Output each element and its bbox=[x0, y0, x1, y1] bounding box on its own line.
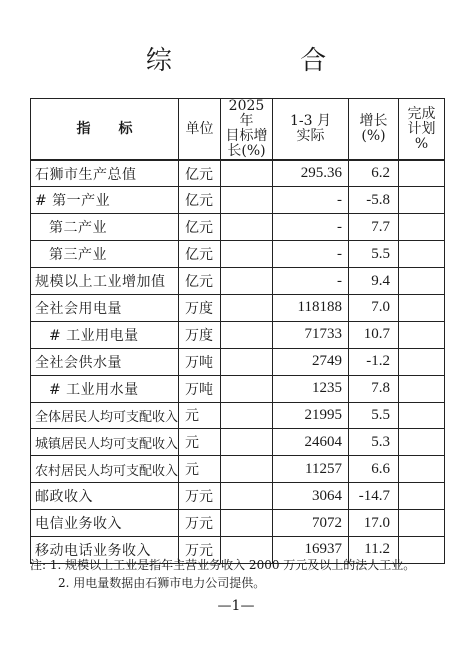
header-growth bbox=[349, 99, 399, 161]
header-indicator: 指标 bbox=[31, 99, 179, 161]
row-name: 邮政收入 bbox=[31, 483, 179, 510]
table-row bbox=[31, 456, 445, 483]
row-growth: -1.2 bbox=[349, 348, 399, 375]
row-actual: 21995 bbox=[273, 402, 349, 429]
row-unit: 亿元 bbox=[179, 187, 221, 214]
table-row bbox=[31, 268, 445, 295]
row-completion bbox=[399, 456, 445, 483]
table-row bbox=[31, 294, 445, 321]
row-completion bbox=[399, 160, 445, 187]
row-target bbox=[221, 214, 273, 241]
row-growth: 7.8 bbox=[349, 375, 399, 402]
row-name: 全体居民人均可支配收入 bbox=[31, 402, 179, 429]
row-unit: 万吨 bbox=[179, 348, 221, 375]
row-actual: - bbox=[273, 214, 349, 241]
row-growth: 11.2 bbox=[349, 536, 399, 563]
row-growth: 5.5 bbox=[349, 241, 399, 268]
header-actual-line2: 实际 bbox=[296, 128, 325, 144]
row-actual: 118188 bbox=[273, 294, 349, 321]
row-growth: 7.0 bbox=[349, 294, 399, 321]
row-growth: 17.0 bbox=[349, 510, 399, 537]
row-growth: 10.7 bbox=[349, 321, 399, 348]
header-completion-line3: % bbox=[414, 135, 429, 152]
row-actual: - bbox=[273, 241, 349, 268]
row-target bbox=[221, 241, 273, 268]
row-growth: -5.8 bbox=[349, 187, 399, 214]
row-target bbox=[221, 402, 273, 429]
row-name: 全社会用电量 bbox=[31, 294, 179, 321]
table-row bbox=[31, 348, 445, 375]
row-unit: 万元 bbox=[179, 483, 221, 510]
row-completion bbox=[399, 294, 445, 321]
row-completion bbox=[399, 187, 445, 214]
row-name: # 第一产业 bbox=[31, 187, 179, 214]
row-name: # 工业用水量 bbox=[31, 375, 179, 402]
row-completion bbox=[399, 483, 445, 510]
row-actual: - bbox=[273, 268, 349, 295]
header-target bbox=[221, 99, 273, 161]
row-growth: 7.7 bbox=[349, 214, 399, 241]
row-growth: -14.7 bbox=[349, 483, 399, 510]
row-unit: 万元 bbox=[179, 510, 221, 537]
row-actual: 295.36 bbox=[273, 160, 349, 187]
table-header-row bbox=[31, 99, 445, 161]
row-name: 城镇居民人均可支配收入 bbox=[31, 429, 179, 456]
row-completion bbox=[399, 321, 445, 348]
row-unit: 亿元 bbox=[179, 214, 221, 241]
table-notes bbox=[30, 556, 415, 592]
row-target bbox=[221, 429, 273, 456]
table-row bbox=[31, 429, 445, 456]
table-row bbox=[31, 160, 445, 187]
table-row bbox=[31, 402, 445, 429]
page-title: 综 合 bbox=[145, 46, 387, 76]
row-unit: 万元 bbox=[179, 536, 221, 563]
header-growth-line2: (%) bbox=[361, 128, 386, 144]
row-growth: 5.5 bbox=[349, 402, 399, 429]
row-target bbox=[221, 321, 273, 348]
header-completion-line1: 完成 bbox=[407, 105, 436, 122]
note-line-1: 注: 1. 规模以上工业是指年主营业务收入 2000 万元及以上的法人工业。 bbox=[30, 558, 416, 572]
row-target bbox=[221, 510, 273, 537]
row-completion bbox=[399, 402, 445, 429]
statistics-table bbox=[30, 98, 445, 564]
table-row bbox=[31, 321, 445, 348]
row-target bbox=[221, 375, 273, 402]
table-row bbox=[31, 510, 445, 537]
row-target bbox=[221, 456, 273, 483]
row-actual: 3064 bbox=[273, 483, 349, 510]
row-completion bbox=[399, 510, 445, 537]
row-name: 规模以上工业增加值 bbox=[31, 268, 179, 295]
row-unit: 万度 bbox=[179, 294, 221, 321]
row-unit: 元 bbox=[179, 402, 221, 429]
row-actual: 11257 bbox=[273, 456, 349, 483]
table-row bbox=[31, 375, 445, 402]
header-completion bbox=[399, 99, 445, 161]
header-target-line1: 2025 年 bbox=[228, 98, 265, 129]
row-actual: 71733 bbox=[273, 321, 349, 348]
row-unit: 万度 bbox=[179, 321, 221, 348]
row-target bbox=[221, 294, 273, 321]
table-row bbox=[31, 214, 445, 241]
note-line-2: 2. 用电量数据由石狮市电力公司提供。 bbox=[58, 576, 266, 590]
header-actual-line1: 1-3 月 bbox=[290, 113, 331, 129]
row-actual: 24604 bbox=[273, 429, 349, 456]
row-actual: - bbox=[273, 187, 349, 214]
header-target-line2: 目标增 bbox=[225, 128, 268, 144]
header-actual bbox=[273, 99, 349, 161]
row-unit: 亿元 bbox=[179, 241, 221, 268]
table-row bbox=[31, 187, 445, 214]
row-growth: 5.3 bbox=[349, 429, 399, 456]
row-unit: 元 bbox=[179, 456, 221, 483]
row-growth: 6.6 bbox=[349, 456, 399, 483]
row-completion bbox=[399, 241, 445, 268]
row-name: 电信业务收入 bbox=[31, 510, 179, 537]
row-name: 移动电话业务收入 bbox=[31, 536, 179, 563]
row-name: 全社会供水量 bbox=[31, 348, 179, 375]
row-target bbox=[221, 187, 273, 214]
row-completion bbox=[399, 214, 445, 241]
header-unit: 单位 bbox=[179, 99, 221, 161]
row-growth: 9.4 bbox=[349, 268, 399, 295]
header-growth-line1: 增长 bbox=[359, 113, 388, 129]
row-name: 农村居民人均可支配收入 bbox=[31, 456, 179, 483]
page-number: —1— bbox=[217, 598, 255, 614]
header-target-line3: 长(%) bbox=[227, 143, 266, 159]
row-unit: 万吨 bbox=[179, 375, 221, 402]
row-name: # 工业用电量 bbox=[31, 321, 179, 348]
table-row bbox=[31, 483, 445, 510]
row-target bbox=[221, 160, 273, 187]
row-unit: 元 bbox=[179, 429, 221, 456]
row-completion bbox=[399, 268, 445, 295]
row-unit: 亿元 bbox=[179, 160, 221, 187]
row-actual: 2749 bbox=[273, 348, 349, 375]
row-completion bbox=[399, 348, 445, 375]
row-name: 第三产业 bbox=[31, 241, 179, 268]
row-actual: 16937 bbox=[273, 536, 349, 563]
row-actual: 1235 bbox=[273, 375, 349, 402]
row-growth: 6.2 bbox=[349, 160, 399, 187]
row-completion bbox=[399, 429, 445, 456]
row-target bbox=[221, 268, 273, 295]
table-row bbox=[31, 241, 445, 268]
row-target bbox=[221, 348, 273, 375]
row-unit: 亿元 bbox=[179, 268, 221, 295]
row-actual: 7072 bbox=[273, 510, 349, 537]
row-target bbox=[221, 483, 273, 510]
row-name: 石狮市生产总值 bbox=[31, 160, 179, 187]
row-name: 第二产业 bbox=[31, 214, 179, 241]
row-completion bbox=[399, 375, 445, 402]
header-completion-line2: 计划 bbox=[407, 120, 436, 137]
